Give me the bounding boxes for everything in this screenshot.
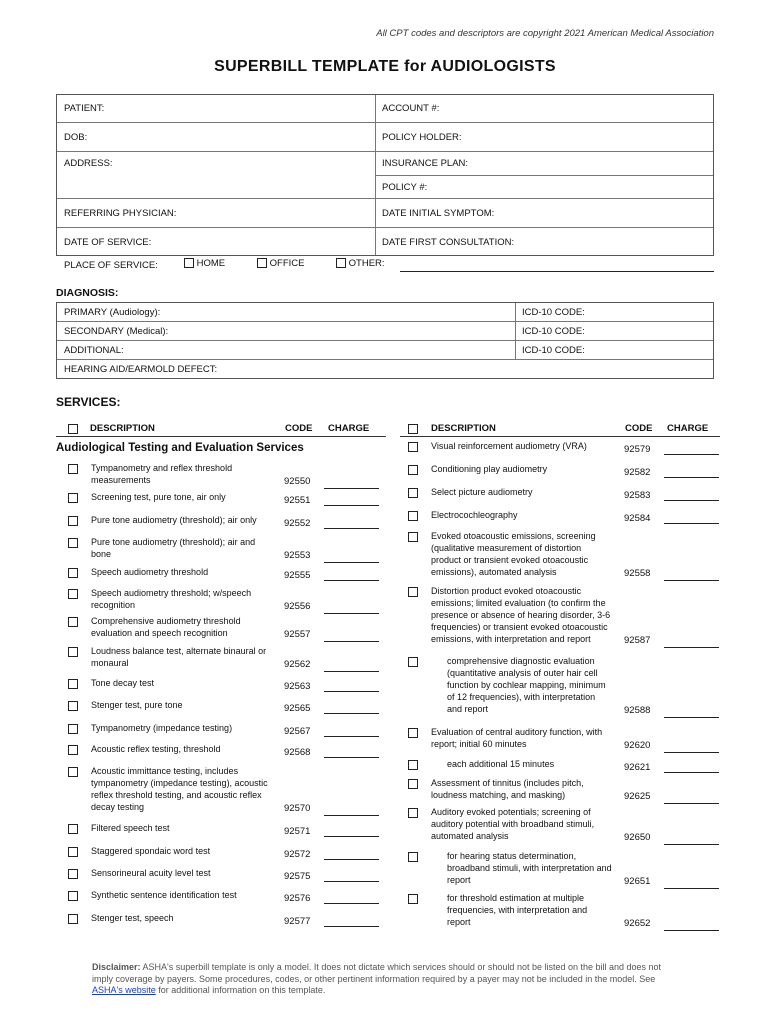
left-service-description-92556: Speech audiometry threshold; w/speech recognition bbox=[91, 588, 252, 610]
left-service-checkbox-92557[interactable] bbox=[68, 617, 78, 627]
left-service-checkbox-92550[interactable] bbox=[68, 464, 78, 474]
left-service-checkbox-92568[interactable] bbox=[68, 745, 78, 755]
right-code-header: CODE bbox=[625, 423, 653, 434]
diagnosis-heading: DIAGNOSIS: bbox=[56, 287, 119, 299]
left-service-charge-line-92555[interactable] bbox=[324, 580, 379, 581]
select-all-left-checkbox[interactable] bbox=[68, 424, 78, 434]
disclaimer-label: Disclaimer: bbox=[92, 962, 141, 972]
left-service-charge-line-92552[interactable] bbox=[324, 528, 379, 529]
secondary-icd-field[interactable]: ICD-10 CODE: bbox=[522, 325, 585, 337]
left-service-code-92552: 92552 bbox=[284, 518, 311, 529]
left-service-checkbox-92577[interactable] bbox=[68, 914, 78, 924]
select-all-right-checkbox[interactable] bbox=[408, 424, 418, 434]
left-service-description-92576: Synthetic sentence identification test bbox=[91, 890, 237, 900]
right-service-checkbox-92583[interactable] bbox=[408, 488, 418, 498]
right-service-charge-line-92620[interactable] bbox=[664, 752, 719, 753]
services-heading: SERVICES: bbox=[56, 395, 121, 409]
right-service-checkbox-92621[interactable] bbox=[408, 760, 418, 770]
left-service-checkbox-92562[interactable] bbox=[68, 647, 78, 657]
left-service-code-92557: 92557 bbox=[284, 629, 311, 640]
left-service-code-92556: 92556 bbox=[284, 601, 311, 612]
right-service-description-92584: Electrocochleography bbox=[431, 510, 518, 520]
right-service-charge-line-92582[interactable] bbox=[664, 477, 719, 478]
left-service-charge-line-92570[interactable] bbox=[324, 815, 379, 816]
diagnosis-table bbox=[56, 302, 714, 379]
right-service-code-92652: 92652 bbox=[624, 918, 651, 929]
right-service-checkbox-92582[interactable] bbox=[408, 465, 418, 475]
left-service-code-92568: 92568 bbox=[284, 747, 311, 758]
referring-physician-field[interactable]: REFERRING PHYSICIAN: bbox=[64, 207, 177, 219]
left-service-code-92571: 92571 bbox=[284, 826, 311, 837]
patient-field[interactable]: PATIENT: bbox=[64, 103, 105, 114]
left-service-charge-line-92556[interactable] bbox=[324, 613, 379, 614]
policy-holder-field[interactable]: POLICY HOLDER: bbox=[382, 131, 462, 143]
left-service-description-92550: Tympanometry and reflex threshold measurements bbox=[91, 463, 233, 485]
right-service-charge-line-92579[interactable] bbox=[664, 454, 719, 455]
left-service-code-92553: 92553 bbox=[284, 550, 311, 561]
left-service-description-92577: Stenger test, speech bbox=[91, 913, 174, 923]
right-service-description-92652: for threshold estimation at multiple frequencies, with interpretation and report bbox=[447, 893, 588, 927]
audiological-testing-subheading: Audiological Testing and Evaluation Services bbox=[56, 442, 304, 454]
left-service-code-92567: 92567 bbox=[284, 726, 311, 737]
right-description-header: DESCRIPTION bbox=[431, 423, 496, 434]
right-service-code-92650: 92650 bbox=[624, 832, 651, 843]
right-service-description-92583: Select picture audiometry bbox=[431, 487, 533, 497]
date-initial-symptom-field[interactable]: DATE INITIAL SYMPTOM: bbox=[382, 207, 495, 219]
right-service-code-92579: 92579 bbox=[624, 444, 651, 455]
right-service-code-92651: 92651 bbox=[624, 876, 651, 887]
right-service-code-92584: 92584 bbox=[624, 513, 651, 524]
left-service-code-92576: 92576 bbox=[284, 893, 311, 904]
right-service-charge-line-92621[interactable] bbox=[664, 772, 719, 773]
left-service-checkbox-92572[interactable] bbox=[68, 847, 78, 857]
dob-field[interactable]: DOB: bbox=[64, 131, 88, 143]
right-service-charge-line-92652[interactable] bbox=[664, 930, 719, 931]
address-field[interactable]: ADDRESS: bbox=[64, 158, 113, 169]
right-service-description-92620: Evaluation of central auditory function, with report; initial 60 minutes bbox=[431, 727, 603, 749]
left-service-charge-line-92575[interactable] bbox=[324, 881, 379, 882]
left-service-checkbox-92565[interactable] bbox=[68, 701, 78, 711]
patient-info-table bbox=[56, 94, 714, 256]
left-service-description-92565: Stenger test, pure tone bbox=[91, 700, 183, 710]
right-service-description-92650: Auditory evoked potentials; screening of auditory potential with broadband stimuli, automated analysis bbox=[431, 807, 595, 841]
left-service-code-92555: 92555 bbox=[284, 570, 311, 581]
right-service-description-92625: Assessment of tinnitus (includes pitch, loudness matching, and masking) bbox=[431, 778, 584, 800]
left-service-description-92572: Staggered spondaic word test bbox=[91, 846, 211, 856]
left-service-charge-line-92563[interactable] bbox=[324, 691, 379, 692]
left-service-checkbox-92553[interactable] bbox=[68, 538, 78, 548]
right-service-checkbox-92625[interactable] bbox=[408, 779, 418, 789]
left-service-description-92571: Filtered speech test bbox=[91, 823, 170, 833]
home-option[interactable]: HOME bbox=[184, 258, 225, 269]
other-option[interactable]: OTHER: bbox=[336, 258, 385, 269]
hearing-aid-defect-field[interactable]: HEARING AID/EARMOLD DEFECT: bbox=[64, 364, 218, 375]
left-service-code-92577: 92577 bbox=[284, 916, 311, 927]
account-field[interactable]: ACCOUNT #: bbox=[382, 103, 440, 114]
left-service-code-92572: 92572 bbox=[284, 849, 311, 860]
secondary-diagnosis-field[interactable]: SECONDARY (Medical): bbox=[64, 325, 169, 337]
right-service-checkbox-92650[interactable] bbox=[408, 808, 418, 818]
right-service-description-92651: for hearing status determination, broadband stimuli, with interpretation and report bbox=[447, 851, 612, 885]
additional-icd-field[interactable]: ICD-10 CODE: bbox=[522, 344, 585, 356]
left-service-checkbox-92552[interactable] bbox=[68, 516, 78, 526]
left-service-charge-line-92565[interactable] bbox=[324, 713, 379, 714]
left-service-description-92570: Acoustic immittance testing, includes tympanometry (impedance testing), acoustic reflex threshold testing, and acoustic reflex decay testing bbox=[91, 766, 268, 812]
left-service-description-92552: Pure tone audiometry (threshold); air only bbox=[91, 515, 257, 525]
left-service-description-92567: Tympanometry (impedance testing) bbox=[91, 723, 233, 733]
page-title: SUPERBILL TEMPLATE for AUDIOLOGISTS bbox=[214, 58, 556, 75]
other-checkbox[interactable] bbox=[336, 258, 346, 268]
policy-number-field[interactable]: POLICY #: bbox=[382, 181, 428, 193]
right-service-checkbox-92579[interactable] bbox=[408, 442, 418, 452]
left-service-description-92553: Pure tone audiometry (threshold); air and bone bbox=[91, 537, 256, 559]
left-service-checkbox-92551[interactable] bbox=[68, 493, 78, 503]
right-service-description-92582: Conditioning play audiometry bbox=[431, 464, 548, 474]
right-service-description-92558: Evoked otoacoustic emissions, screening (qualitative measurement of distortion product or transient evoked otoacoustic emissions), automated analysis bbox=[431, 531, 596, 577]
right-service-description-92621: each additional 15 minutes bbox=[447, 759, 555, 769]
left-service-description-92575: Sensorineural acuity level test bbox=[91, 868, 211, 878]
right-service-checkbox-92588[interactable] bbox=[408, 657, 418, 667]
left-service-code-92575: 92575 bbox=[284, 871, 311, 882]
left-service-checkbox-92575[interactable] bbox=[68, 869, 78, 879]
right-service-code-92583: 92583 bbox=[624, 490, 651, 501]
left-service-charge-line-92557[interactable] bbox=[324, 641, 379, 642]
right-service-charge-line-92558[interactable] bbox=[664, 580, 719, 581]
copyright-notice: All CPT codes and descriptors are copyright 2021 American Medical Association bbox=[376, 28, 714, 39]
left-service-code-92565: 92565 bbox=[284, 703, 311, 714]
right-service-charge-line-92588[interactable] bbox=[664, 717, 719, 718]
left-service-checkbox-92576[interactable] bbox=[68, 891, 78, 901]
left-service-description-92551: Screening test, pure tone, air only bbox=[91, 492, 226, 502]
primary-icd-field[interactable]: ICD-10 CODE: bbox=[522, 306, 585, 318]
left-service-code-92570: 92570 bbox=[284, 803, 311, 814]
right-service-description-92587: Distortion product evoked otoacoustic emissions; limited evaluation (to confirm the presence or absence of hearing disorder, 3-6 frequencies) or transient evoked otoacoustic emissions, with interpretation and report bbox=[431, 586, 611, 644]
left-service-checkbox-92555[interactable] bbox=[68, 568, 78, 578]
left-code-header: CODE bbox=[285, 423, 313, 434]
right-service-charge-line-92584[interactable] bbox=[664, 523, 719, 524]
left-service-charge-line-92572[interactable] bbox=[324, 859, 379, 860]
right-service-code-92625: 92625 bbox=[624, 791, 651, 802]
left-service-charge-line-92553[interactable] bbox=[324, 562, 379, 563]
right-service-checkbox-92620[interactable] bbox=[408, 728, 418, 738]
right-service-checkbox-92651[interactable] bbox=[408, 852, 418, 862]
home-checkbox[interactable] bbox=[184, 258, 194, 268]
left-service-charge-line-92576[interactable] bbox=[324, 903, 379, 904]
place-of-service-label: PLACE OF SERVICE: bbox=[64, 260, 158, 271]
left-service-code-92550: 92550 bbox=[284, 476, 311, 487]
primary-diagnosis-field[interactable]: PRIMARY (Audiology): bbox=[64, 306, 161, 318]
right-service-charge-line-92583[interactable] bbox=[664, 500, 719, 501]
left-service-charge-line-92571[interactable] bbox=[324, 836, 379, 837]
left-service-charge-line-92567[interactable] bbox=[324, 736, 379, 737]
right-service-checkbox-92587[interactable] bbox=[408, 587, 418, 597]
right-service-checkbox-92584[interactable] bbox=[408, 511, 418, 521]
left-service-code-92562: 92562 bbox=[284, 659, 311, 670]
right-charge-header: CHARGE bbox=[667, 423, 709, 434]
right-service-checkbox-92652[interactable] bbox=[408, 894, 418, 904]
right-service-code-92621: 92621 bbox=[624, 762, 651, 773]
disclaimer bbox=[92, 962, 682, 997]
right-service-description-92588: comprehensive diagnostic evaluation (quantitative analysis of outer hair cell function by cochlear mapping, minimum of 12 frequencies), with interpretation and report bbox=[447, 656, 606, 714]
left-service-charge-line-92550[interactable] bbox=[324, 488, 379, 489]
left-description-header: DESCRIPTION bbox=[90, 423, 155, 434]
left-service-description-92562: Loudness balance test, alternate binaural or monaural bbox=[91, 646, 267, 668]
right-service-charge-line-92651[interactable] bbox=[664, 888, 719, 889]
asha-website-link[interactable]: ASHA's website bbox=[92, 985, 156, 995]
insurance-plan-field[interactable]: INSURANCE PLAN: bbox=[375, 152, 713, 176]
left-service-charge-line-92562[interactable] bbox=[324, 671, 379, 672]
right-service-charge-line-92625[interactable] bbox=[664, 803, 719, 804]
left-service-checkbox-92570[interactable] bbox=[68, 767, 78, 777]
left-charge-header: CHARGE bbox=[328, 423, 370, 434]
date-first-consultation-field[interactable]: DATE FIRST CONSULTATION: bbox=[382, 236, 515, 248]
left-service-description-92557: Comprehensive audiometry threshold evaluation and speech recognition bbox=[91, 616, 241, 638]
disclaimer-text-1: ASHA's superbill template is only a model. It does not dictate which services should or should not be listed on the bill and does not imply coverage by payers. Some procedures, codes, or other pertinent information required by a payer may not be included in the model. See bbox=[92, 962, 662, 984]
left-service-checkbox-92567[interactable] bbox=[68, 724, 78, 734]
additional-diagnosis-field[interactable]: ADDITIONAL: bbox=[64, 344, 124, 356]
left-service-code-92551: 92551 bbox=[284, 495, 311, 506]
other-input-line[interactable] bbox=[400, 271, 714, 272]
right-service-description-92579: Visual reinforcement audiometry (VRA) bbox=[431, 441, 587, 451]
right-service-code-92582: 92582 bbox=[624, 467, 651, 478]
left-service-charge-line-92568[interactable] bbox=[324, 757, 379, 758]
office-option[interactable]: OFFICE bbox=[257, 258, 304, 269]
left-service-checkbox-92563[interactable] bbox=[68, 679, 78, 689]
right-service-code-92558: 92558 bbox=[624, 568, 651, 579]
left-service-checkbox-92571[interactable] bbox=[68, 824, 78, 834]
left-service-checkbox-92556[interactable] bbox=[68, 589, 78, 599]
left-service-description-92563: Tone decay test bbox=[91, 678, 155, 688]
disclaimer-text-2: for additional information on this template. bbox=[155, 985, 326, 995]
date-of-service-field[interactable]: DATE OF SERVICE: bbox=[64, 236, 152, 248]
right-service-checkbox-92558[interactable] bbox=[408, 532, 418, 542]
left-service-charge-line-92577[interactable] bbox=[324, 926, 379, 927]
office-checkbox[interactable] bbox=[257, 258, 267, 268]
left-service-charge-line-92551[interactable] bbox=[324, 505, 379, 506]
left-service-description-92568: Acoustic reflex testing, threshold bbox=[91, 744, 221, 754]
left-service-description-92555: Speech audiometry threshold bbox=[91, 567, 209, 577]
right-service-code-92587: 92587 bbox=[624, 635, 651, 646]
right-service-code-92588: 92588 bbox=[624, 705, 651, 716]
right-service-charge-line-92587[interactable] bbox=[664, 647, 719, 648]
right-service-code-92620: 92620 bbox=[624, 740, 651, 751]
left-service-code-92563: 92563 bbox=[284, 681, 311, 692]
right-service-charge-line-92650[interactable] bbox=[664, 844, 719, 845]
